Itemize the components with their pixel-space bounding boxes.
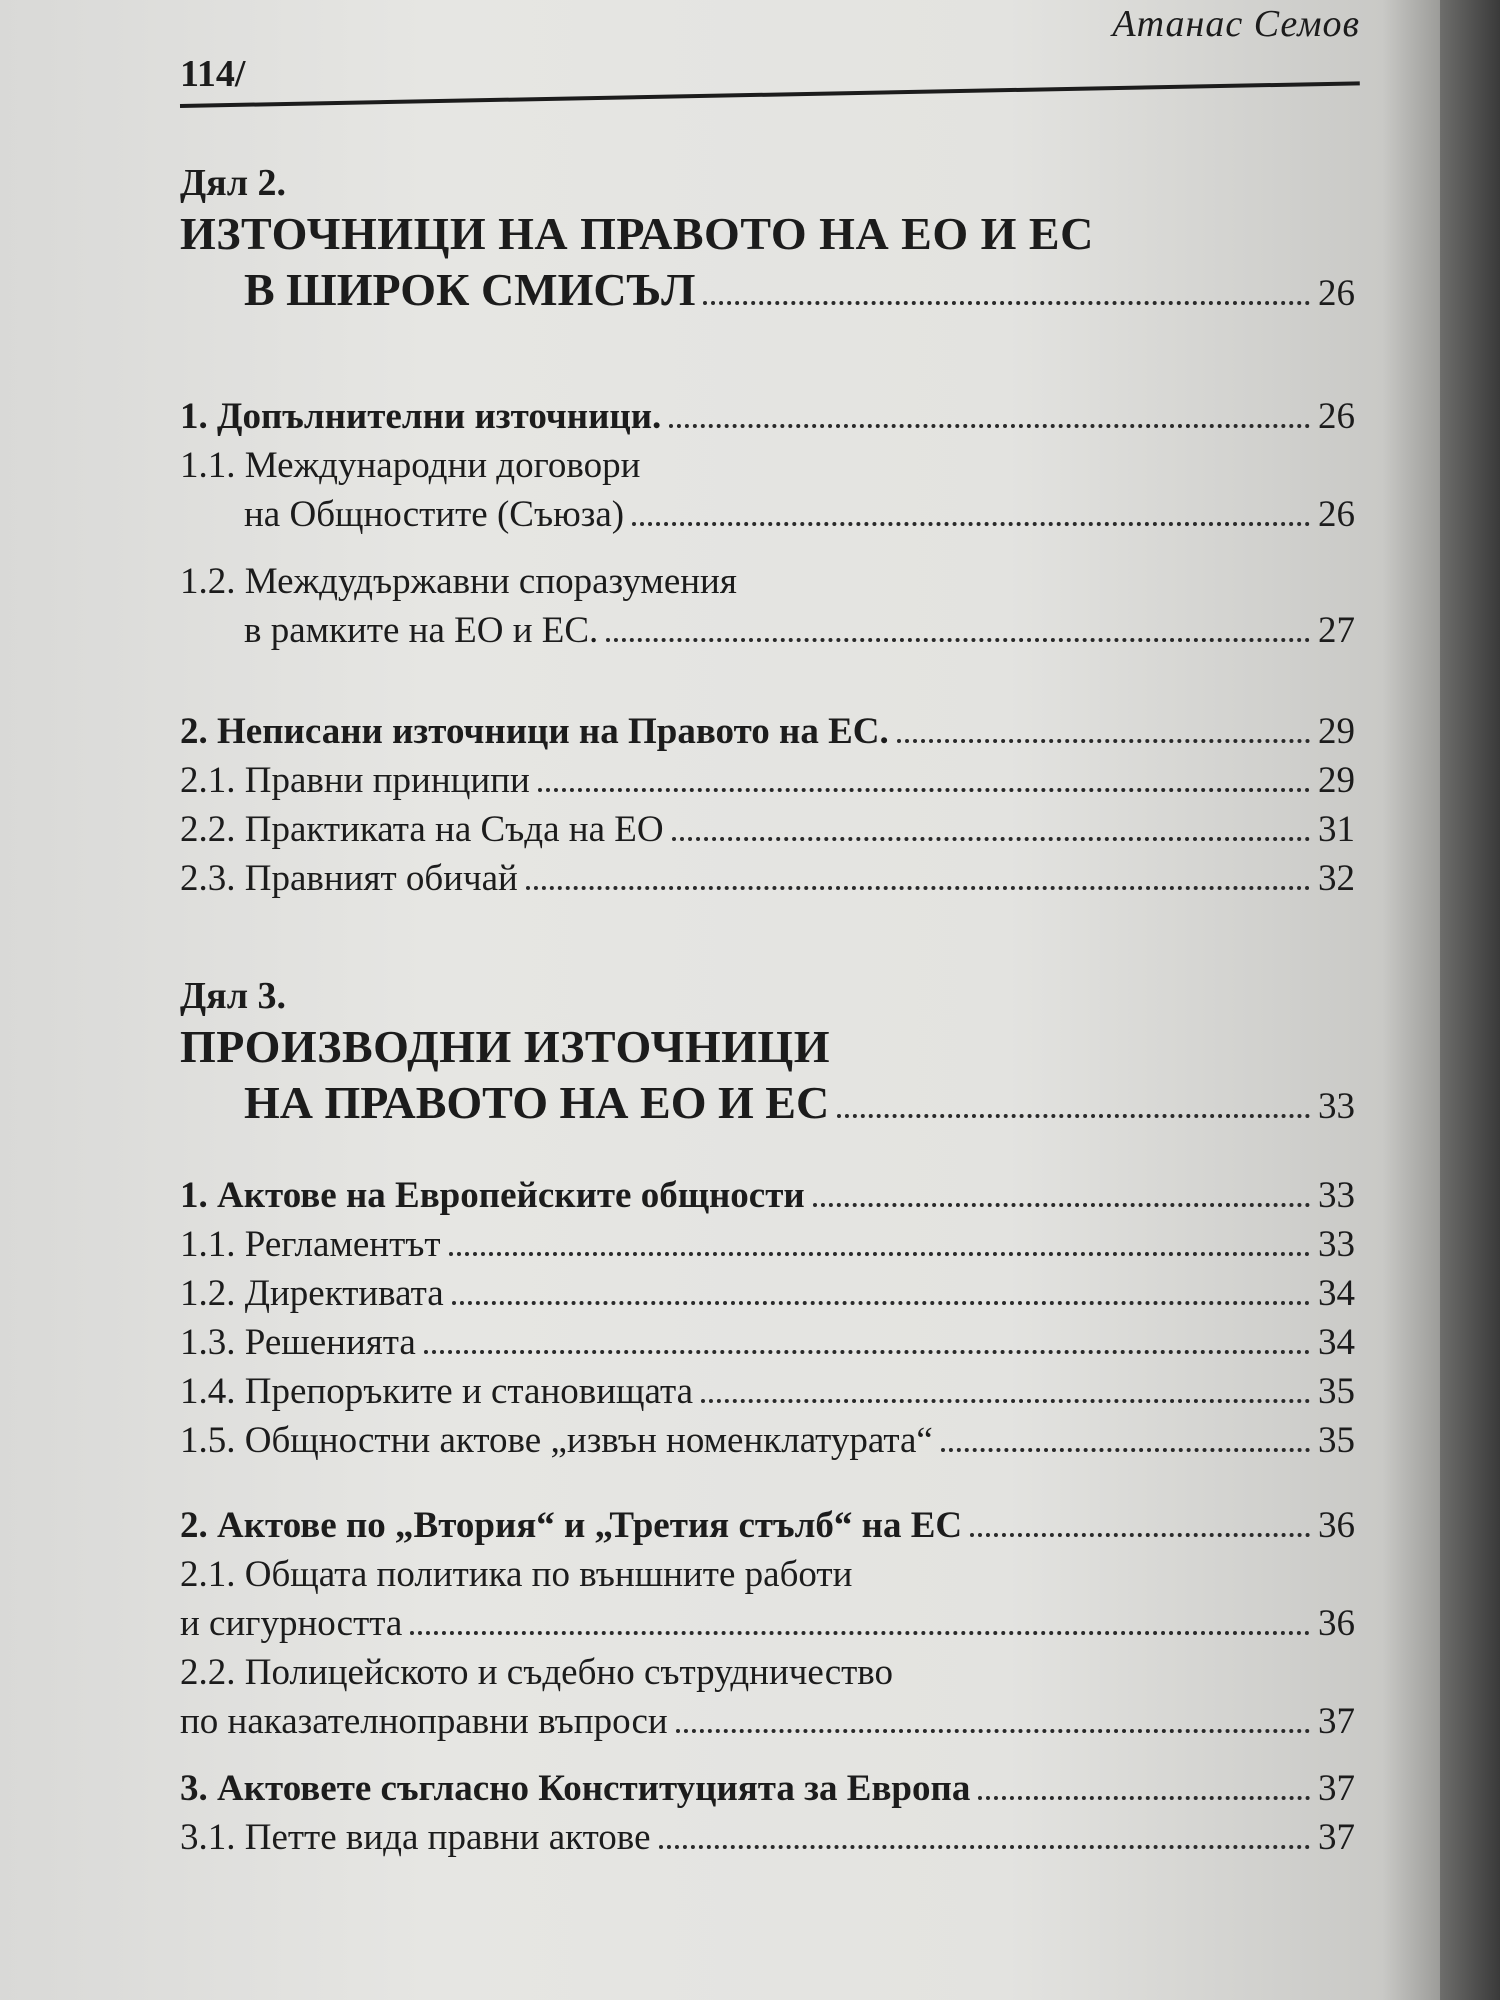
subsection-title: 1.4. Препоръките и становищата	[180, 1371, 694, 1412]
toc-entry-subsection[interactable]	[180, 1220, 1355, 1269]
leader-dots	[606, 638, 1310, 642]
header-rule	[180, 81, 1360, 108]
subsection-title: на Общностите (Съюза)	[244, 494, 625, 535]
subsection-title: 2.3. Правният обичай	[180, 858, 518, 899]
toc-entry-subsection[interactable]	[180, 606, 1355, 655]
toc-entry-subsection[interactable]	[180, 1367, 1355, 1416]
toc-entry-section[interactable]	[180, 1764, 1355, 1813]
toc-entry-subsection-line1: 1.1. Международни договори	[180, 445, 641, 486]
leader-dots	[941, 1448, 1310, 1452]
part-3-label: Дял 3.	[180, 975, 287, 1017]
toc-entry-subsection[interactable]	[180, 1318, 1355, 1367]
part-2-title-line1: ИЗТОЧНИЦИ НА ПРАВОТО НА ЕО И ЕС	[180, 208, 1094, 259]
leader-dots	[703, 301, 1310, 305]
subsection-title: по наказателноправни въпроси	[180, 1701, 668, 1742]
page-ref: 34	[1318, 1273, 1355, 1314]
page-ref: 26	[1318, 273, 1355, 314]
part-2-label: Дял 2.	[180, 162, 287, 204]
leader-dots	[452, 1301, 1310, 1305]
subsection-title: 1.5. Общностни актове „извън номенклатурата“	[180, 1420, 933, 1461]
leader-dots	[424, 1350, 1310, 1354]
leader-dots	[701, 1399, 1310, 1403]
page-ref: 36	[1318, 1505, 1355, 1546]
page-ref: 37	[1318, 1701, 1355, 1742]
table-of-contents	[180, 160, 1355, 1862]
leader-dots	[672, 837, 1310, 841]
page-ref: 32	[1318, 858, 1355, 899]
leader-dots	[897, 739, 1310, 743]
toc-entry-subsection-line1: 2.2. Полицейското и съдебно сътрудничество	[180, 1652, 894, 1693]
leader-dots	[659, 1845, 1311, 1849]
page-ref: 37	[1318, 1768, 1355, 1809]
leader-dots	[970, 1533, 1310, 1537]
leader-dots	[669, 424, 1310, 428]
running-header-author: Атанас Семов	[1112, 3, 1360, 45]
page-ref: 26	[1318, 494, 1355, 535]
subsection-title: 1.2. Директивата	[180, 1273, 444, 1314]
page-ref: 33	[1318, 1175, 1355, 1216]
page-ref: 26	[1318, 396, 1355, 437]
leader-dots	[538, 788, 1310, 792]
subsection-title: в рамките на ЕО и ЕС.	[244, 610, 599, 651]
toc-entry-subsection-line1: 2.1. Общата политика по външните работи	[180, 1554, 853, 1595]
part-2-title-line2: В ШИРОК СМИСЪЛ	[244, 264, 696, 315]
page-ref: 35	[1318, 1420, 1355, 1461]
toc-entry-subsection[interactable]	[180, 805, 1355, 854]
toc-entry-subsection[interactable]	[180, 756, 1355, 805]
section-title: 1. Допълнителни източници.	[180, 396, 662, 437]
toc-entry-subsection[interactable]	[180, 854, 1355, 903]
leader-dots	[837, 1114, 1310, 1118]
subsection-title: 1.3. Решенията	[180, 1322, 416, 1363]
subsection-title: 2.2. Практиката на Съда на ЕО	[180, 809, 664, 850]
leader-dots	[410, 1631, 1310, 1635]
section-title: 1. Актове на Европейските общности	[180, 1175, 805, 1216]
page-ref: 31	[1318, 809, 1355, 850]
page-ref: 34	[1318, 1322, 1355, 1363]
toc-entry-subsection[interactable]	[180, 1599, 1355, 1648]
subsection-title: 2.1. Правни принципи	[180, 760, 530, 801]
subsection-title: 3.1. Петте вида правни актове	[180, 1817, 651, 1858]
toc-entry-section[interactable]	[180, 1171, 1355, 1220]
page-ref: 27	[1318, 610, 1355, 651]
toc-entry-subsection-line1: 1.2. Междудържавни споразумения	[180, 561, 737, 602]
toc-entry-subsection[interactable]	[180, 1416, 1355, 1465]
leader-dots	[978, 1796, 1310, 1800]
subsection-title: 1.1. Регламентът	[180, 1224, 441, 1265]
subsection-title: и сигурността	[180, 1603, 403, 1644]
page-ref: 37	[1318, 1817, 1355, 1858]
leader-dots	[676, 1729, 1310, 1733]
toc-entry-subsection[interactable]	[180, 490, 1355, 539]
leader-dots	[632, 522, 1310, 526]
page-number: 114/	[180, 53, 246, 95]
part-3-title-line1: ПРОИЗВОДНИ ИЗТОЧНИЦИ	[180, 1021, 830, 1072]
toc-entry-section[interactable]	[180, 392, 1355, 441]
leader-dots	[526, 886, 1310, 890]
page-ref: 33	[1318, 1224, 1355, 1265]
leader-dots	[813, 1203, 1310, 1207]
toc-entry-subsection[interactable]	[180, 1813, 1355, 1862]
toc-entry-part-3[interactable]	[180, 1075, 1355, 1135]
toc-entry-subsection[interactable]	[180, 1269, 1355, 1318]
toc-entry-section[interactable]	[180, 707, 1355, 756]
page-ref: 36	[1318, 1603, 1355, 1644]
page-edge-shadow	[1440, 0, 1500, 2000]
page-ref: 33	[1318, 1086, 1355, 1127]
toc-entry-subsection[interactable]	[180, 1697, 1355, 1746]
part-3-title-line2: НА ПРАВОТО НА ЕО И ЕС	[244, 1077, 830, 1128]
section-title: 2. Актове по „Втория“ и „Третия стълб“ на ЕС	[180, 1505, 963, 1546]
leader-dots	[449, 1252, 1310, 1256]
section-title: 3. Актовете съгласно Конституцията за Европа	[180, 1768, 971, 1809]
toc-entry-section[interactable]	[180, 1501, 1355, 1550]
page-ref: 29	[1318, 760, 1355, 801]
page-ref: 35	[1318, 1371, 1355, 1412]
page-ref: 29	[1318, 711, 1355, 752]
toc-entry-part-2[interactable]	[180, 262, 1355, 322]
section-title: 2. Неписани източници на Правото на ЕС.	[180, 711, 889, 752]
